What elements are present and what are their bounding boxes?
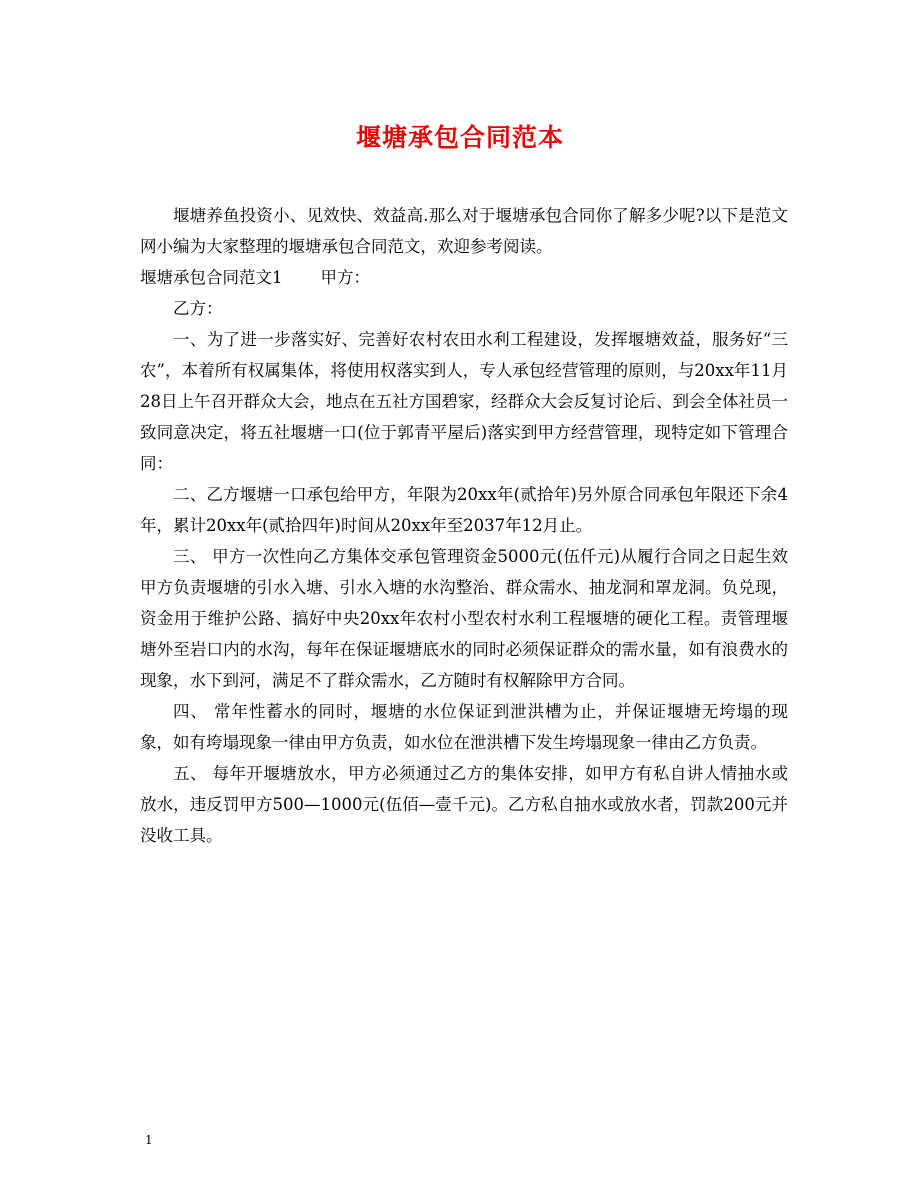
contract-heading-line — [140, 262, 788, 293]
document-title: 堰塘承包合同范本 — [355, 123, 564, 152]
contract-heading: 堰塘承包合同范文1 — [140, 268, 283, 287]
clause-5: 五、 每年开堰塘放水，甲方必须通过乙方的集体安排，如甲方有私自讲人情抽水或放水，违反罚甲方500—1000元(伍佰—壹千元)。乙方私自抽水或放水者，罚款200元并没收工具。 — [140, 764, 788, 845]
clause-2: 二、乙方堰塘一口承包给甲方，年限为20xx年(贰拾年)另外原合同承包年限还下余4年，累计20xx年(贰拾四年)时间从20xx年至2037年12月止。 — [140, 485, 788, 535]
intro-paragraph: 堰塘养鱼投资小、见效快、效益高.那么对于堰塘承包合同你了解多少呢?以下是范文网小编为大家整理的堰塘承包合同范文，欢迎参考阅读。 — [140, 206, 788, 256]
clause-3: 三、 甲方一次性向乙方集体交承包管理资金5000元(伍仟元)从履行合同之日起生效甲方负责堰塘的引水入塘、引水入塘的水沟整治、群众需水、抽龙洞和罩龙洞。负兑现，资金用于维护公路、搞好中央20xx年农村小型农村水利工程堰塘的硬化工程。责管理堰塘外至岩口内的水沟，每年在保证堰塘底水的同时必须保证群众的需水量，如有浪费水的现象，水下到河，满足不了群众需水，乙方随时有权解除甲方合同。 — [140, 547, 788, 690]
page-number: 1 — [145, 1133, 153, 1147]
document-body — [140, 200, 788, 851]
party-a-label: 甲方： — [320, 268, 370, 287]
party-b-label: 乙方： — [173, 299, 223, 318]
clause-4: 四、 常年性蓄水的同时，堰塘的水位保证到泄洪槽为止，并保证堰塘无垮塌的现象，如有垮塌现象一律由甲方负责，如水位在泄洪槽下发生垮塌现象一律由乙方负责。 — [140, 702, 788, 752]
clause-1: 一、为了进一步落实好、完善好农村农田水利工程建设，发挥堰塘效益，服务好“三农”，本着所有权属集体，将使用权落实到人，专人承包经营管理的原则，与20xx年11月28日上午召开群众大会，地点在五社方国碧家，经群众大会反复讨论后、到会全体社员一致同意决定，将五社堰塘一口(位于郭青平屋后)落实到甲方经营管理，现特定如下管理合同： — [140, 330, 788, 473]
